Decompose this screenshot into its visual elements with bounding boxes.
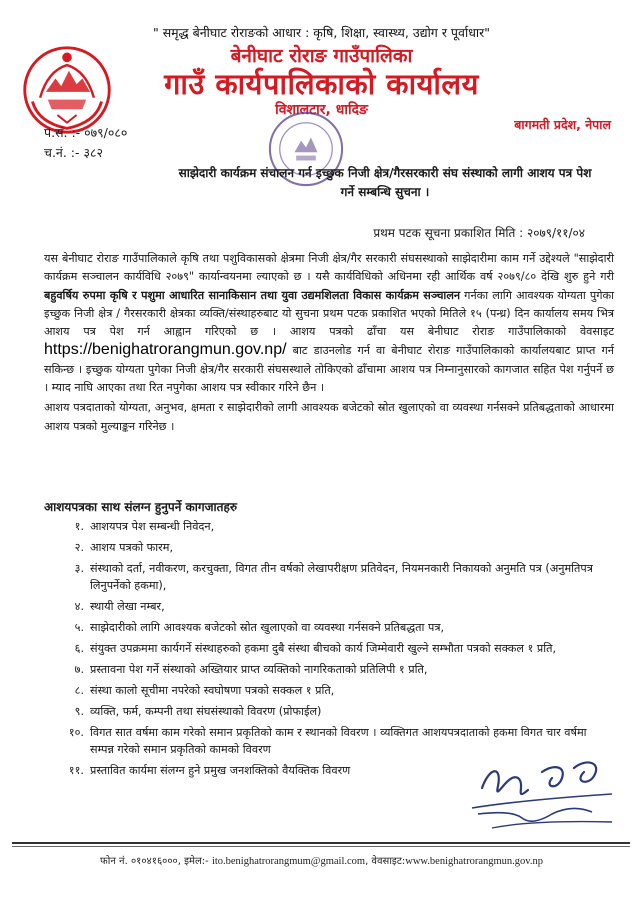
list-item: १. आशयपत्र पेश सम्बन्धी निवेदन, bbox=[74, 520, 215, 533]
documents-title: आशयपत्रका साथ संलग्न हुनुपर्ने कागजातहरु bbox=[44, 500, 238, 514]
chalani-number: च.नं. :- ३८२ bbox=[44, 145, 103, 160]
list-item: ९. व्यक्ति, फर्म, कम्पनी तथा संघसंस्थाको विवरण (प्रोफाईल) bbox=[74, 705, 322, 718]
footer-rule bbox=[12, 842, 630, 844]
p1-mid: गर्नका लागि आवश्यक योग्यता पुगेका इच्छुक निजी क्षेत्र / गैरसरकारी क्षेत्रका व्यक्ति/संस्थाहरुबाट यो सुचना प्रथम पटक प्रकाशित भएको मितिले १५ (पन्ध्र) दिन कार्यालय समय भित्र आशय पत्र पेश गर्न आह्वान गरिएको छ । आशय पत्रको ढाँचा यस बेनीघाट रोराङ गाउँपालिकाको वेवसाइट bbox=[44, 288, 614, 339]
signature-icon bbox=[462, 748, 632, 838]
footer-email[interactable]: ito.benighatrorangmum@gmail.com bbox=[211, 856, 366, 867]
list-item: ७. प्रस्तावना पेश गर्ने संस्थाको अख्तियार प्राप्त व्यक्तिको नागरिकताको प्रतिलिपी १ प्रति, bbox=[74, 663, 428, 676]
footer-contact bbox=[0, 853, 643, 867]
program-name: बहुवर्षिय रुपमा कृषि र पशुमा आधारित सानाकिसान तथा युवा उद्यमशिलता विकास कार्यक्रम सञ्चालन bbox=[44, 288, 461, 302]
motto-text: " समृद्ध बेनीघाट रोराङको आधार : कृषि, शिक्षा, स्वास्थ्य, उद्योग र पूर्वाधार" bbox=[153, 25, 490, 40]
province-text: बागमती प्रदेश, नेपाल bbox=[514, 117, 611, 132]
paragraph-1 bbox=[44, 250, 614, 397]
website-link[interactable]: https://benighatrorangmun.gov.np/ bbox=[44, 341, 287, 359]
list-item: १०. विगत सात वर्षमा काम गरेको समान प्रकृतिको काम र स्थानको विवरण । व्यक्तिगत आशयपत्रदाताको हकमा विगत चार वर्षमा सम्पन्न गरेको समान प्रकृतिको कामको विवरण bbox=[68, 726, 587, 756]
office-name: गाउँ कार्यपालिकाको कार्यालय bbox=[164, 67, 479, 101]
p1-start: यस बेनीघाट रोराङ गाउँपालिकाले कृषि तथा पशुविकासको क्षेत्रमा निजी क्षेत्र/गैर सरकारी संघसस्थाको साझेदारीमा काम गर्ने उद्देश्यले "साझेदारी कार्यक्रम सञ्चालन कार्यविधि २०७९" कार्यान्वयनमा ल्याएको छ । यसै कार्यविधिको अधिनमा रही आर्थिक वर्ष २०७९/८० देखि शुरु हुने गरी bbox=[44, 252, 614, 284]
list-item: ११. प्रस्तावित कार्यमा संलग्न हुने प्रमुख जनशक्तिको वैयक्तिक विवरण bbox=[68, 764, 351, 777]
notice-body bbox=[44, 250, 614, 436]
documents-list bbox=[56, 518, 612, 783]
footer-website-label: , वेवसाइट: bbox=[365, 856, 406, 867]
patra-sankhya: प.सं. :- ०७९/०८० bbox=[44, 125, 128, 140]
municipality-name: बेनीघाट रोराङ गाउँपालिका bbox=[230, 45, 413, 67]
footer-phone: फोन नं. ०१०४१६०००, इमेल:- bbox=[100, 856, 212, 867]
list-item: ३. संस्थाको दर्ता, नवीकरण, करचुक्ता, विगत तीन वर्षको लेखापरीक्षण प्रतिवेदन, नियमनकारी निकायको अनुमति पत्र (अनुमतिपत्र लिनुपर्नेको हकमा), bbox=[74, 562, 593, 592]
office-address: विशालटार, धादिङ bbox=[275, 102, 368, 118]
list-item: ६. संयुक्त उपक्रममा कार्यगर्ने संस्थाहरुको हकमा दुबै संस्था बीचको कार्य जिम्मेवारी खुल्ने सम्भौता पत्रको सक्कल १ प्रति, bbox=[74, 642, 557, 655]
list-item: ८. संस्था कालो सूचीमा नपरेको स्वघोषणा पत्रको सक्कल १ प्रति, bbox=[74, 684, 335, 697]
list-item: ५. साझेदारीको लागि आवश्यक बजेटको स्रोत खुलाएको वा व्यवस्था गर्नसक्ने प्रतिबद्धता पत्र, bbox=[74, 621, 445, 634]
subject-line-1: साझेदारी कार्यक्रम संचालन गर्न इच्छुक निजी क्षेत्र/गैरसरकारी संघ संस्थाको लागी आशय पत्र पेश bbox=[178, 166, 592, 180]
list-item: ४. स्थायी लेखा नम्बर, bbox=[74, 600, 165, 613]
p1-end: बाट डाउनलोड गर्न वा बेनीघाट रोराङ गाउँपालिकाको कार्यालयबाट प्राप्त गर्न सकिन्छ । इच्छुक योग्यता पुगेका निजी क्षेत्र/गैर सरकारी संघसस्थाले तोकिएको ढाँचामा आशय पत्र निम्नानुसारको कागजात सहित पेश गर्नुपर्ने छ । म्याद नाघि आएका तथा रित नपुगेका आशय पत्र स्वीकार गरिने छैन । bbox=[44, 344, 614, 395]
subject-line-2: गर्ने सम्बन्धि सुचना । bbox=[340, 185, 430, 199]
footer-website[interactable]: www.benighatrorangmun.gov.np bbox=[405, 856, 543, 867]
list-item: २. आशय पत्रको फारम, bbox=[74, 541, 174, 554]
publish-date: प्रथम पटक सूचना प्रकाशित मिति : २०७९/११/०४ bbox=[373, 226, 585, 240]
notice-subject bbox=[150, 164, 620, 202]
footer-rule-thin bbox=[12, 846, 630, 847]
paragraph-2: आशय पत्रदाताको योग्यता, अनुभव, क्षमता र साझेदारीको लागी आवश्यक बजेटको स्रोत खुलाएको वा व्यवस्था गर्नसक्ने प्रतिबद्धताको आधारमा आशय पत्रको मुल्याङ्कन गरिनेछ । bbox=[44, 401, 614, 433]
